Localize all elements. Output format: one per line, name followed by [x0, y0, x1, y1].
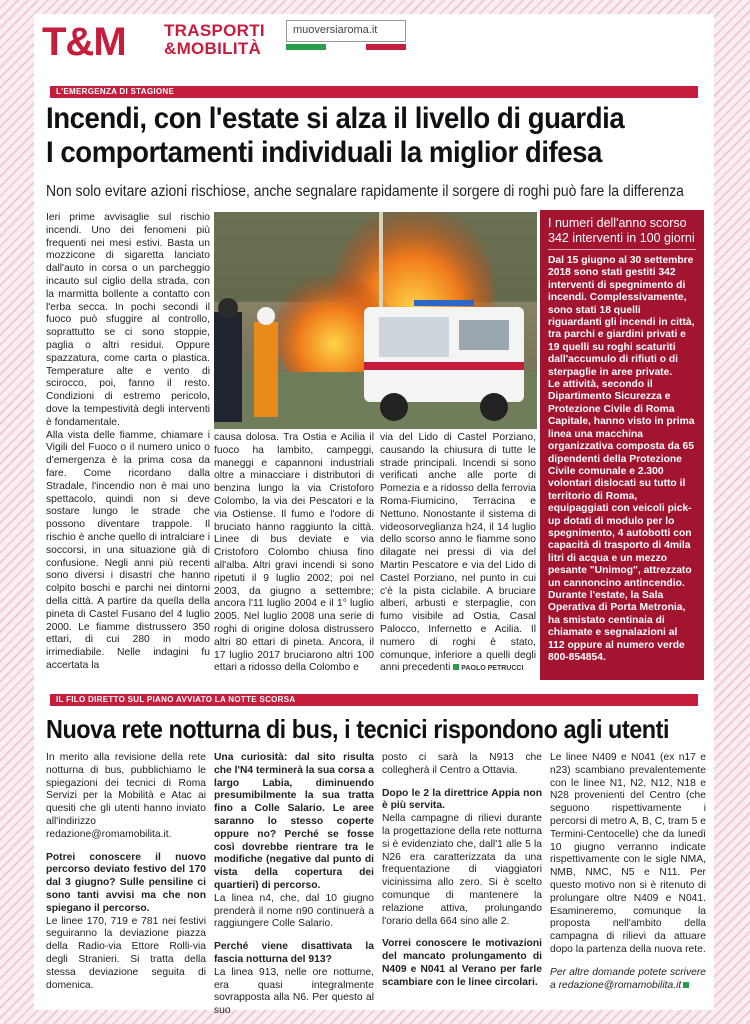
photo-credit-text: PAOLO PETRUCCI: [461, 665, 524, 673]
article1-column2: [214, 432, 374, 675]
article2-column4: [550, 752, 706, 992]
paragraph: Le attività, secondo il Dipartimento Sicurezza e Protezione Civile di Roma Capitale, hanno visto in prima linea una macchina organizzativa composta da 65 dipendenti della Protezione Civile comunale e 2.300 volontari dislocati su tutto il territorio di Roma, equipaggiati con veicoli pick-up dotati di modulo per lo spegnimento, 4 autobotti con capacità di trasporto di 4mila litri di acqua e un mezzo pesante "Unimog", attrezzato un cannoncino antincendio. Durante l'estate, la Sala Operativa di Porta Metronia, ha smistato centinaia di chiamate e segnalazioni al 112 oppure al numero verde 800-854854.: [548, 379, 695, 663]
headline-night-bus: Nuova rete notturna di bus, i tecnici rispondono agli utenti: [46, 714, 670, 744]
sidebar-title: [548, 216, 696, 250]
paragraph: Dal 15 giugno al 30 settembre 2018 sono stati gestiti 342 interventi di spegnimento di incendi. Complessivamente, sono stati 18 quelli riguardanti gli incendi in città, tra parchi e giardini privati e 19 quelli su roghi scaturiti dall'accumulo di rifiuti o di sterpaglie in aree private.: [548, 255, 695, 378]
paragraph: Ieri prime avvisaglie sul rischio incendi. Uno dei fenomeni più frequenti nei mesi estivi. Basta un mozzicone di sigaretta lanciato dall'auto in corsa o un parcheggio incauto sul ciglio della strada, con la marmitta bollente a contatto con l'erba secca. In pochi secondi il fuoco può sfuggire al controllo, soprattutto se ci sono stoppie, paglia o altri residui. Oppure spazzatura, come carta o plastica. Temperature alte e vento di scirocco, poi, fanno il resto. Condizioni di estremo pericolo, dove la tempestività degli interventi è fondamentale.: [46, 212, 210, 428]
newspaper-page: [34, 14, 714, 1017]
kicker-night-bus: IL FILO DIRETTO SUL PIANO AVVIATO LA NOTTE SCORSA: [50, 694, 698, 706]
paragraph: causa dolosa. Tra Ostia e Acilia il fuoco ha lambito, campeggi, maneggi e capannoni industriali oltre a minacciare i distributori di benzina lungo la via Cristoforo Colombo, la via dei Pescatori e la via Ostiense. Il fumo e l'odore di bruciato hanno raggiunto la città. Linee di bus deviate e via Cristoforo Colombo chiusa fino all'alba. Altri gravi incendi si sono ripetuti il 9 luglio 2002; poi nel 2003, da giugno a settembre; ancora l'11 luglio 2004 e il 1° luglio 2005. Nel luglio 2008 una serie di roghi di origine dolosa distrussero altri 80 ettari di pineta. Ancora, il 17 luglio 2017 bruciarono altri 100 ettari a ridosso della Colombo e: [214, 432, 374, 674]
subheadline: Non solo evitare azioni rischiose, anche segnalare rapidamente il sorgere di roghi può fare la differenza: [46, 183, 684, 200]
italian-flag-stripe: [286, 44, 406, 50]
kicker-emergency: L'EMERGENZA DI STAGIONE: [50, 86, 698, 98]
contact-text: Per altre domande potete scrivere a redazione@romamobilita.it: [550, 966, 706, 991]
sidebar-title-line2: 342 interventi in 100 giorni: [548, 231, 695, 245]
question: Vorrei conoscere le motivazioni del mancato prolungamento di N409 e N041 al Verano per farle scambiare con le linee circolari.: [382, 938, 542, 988]
photo-credit: [453, 665, 523, 672]
fire-photo: [214, 212, 537, 429]
answer: Nella campagne di rilievi durante la progettazione della rete notturna si è evidenziato che, dall'1 alle 5 la N26 era caratterizzata da una frequentazione di viaggiatori vicinissima allo zero. Si è scelto comunque di mantenere la relazione attiva, prolungando l'orario della 664 sino alle 2.: [382, 813, 542, 927]
square-icon: [683, 982, 689, 988]
brand-line2: &MOBILITÀ: [164, 39, 262, 58]
question: Dopo le 2 la direttrice Appia non è più servita.: [382, 787, 542, 812]
headline-line1: Incendi, con l'estate si alza il livello di guardia: [46, 102, 625, 135]
masthead: [34, 14, 714, 80]
brand-name: [164, 22, 265, 58]
site-link[interactable]: muoversiaroma.it: [286, 20, 406, 42]
sidebar-title-line1: I numeri dell'anno scorso: [548, 216, 687, 230]
question: Una curiosità: dal sito risulta che l'N4 terminerà la sua corsa a largo Labia, diminuendo presumibilmente la sua tratta fino a Colle Salario. Le aree saranno lo stesso coperte oppure no? Perché se fosse così dovrebbe rientrare tra le modifiche (negative dal punto di vista della copertura dei quartieri) di percorso.: [214, 752, 374, 891]
question: Perché viene disattivata la fascia notturna del 913?: [214, 941, 374, 965]
brand-line1: TRASPORTI: [164, 21, 265, 40]
paragraph: [380, 432, 536, 676]
headline-line2: I comportamenti individuali la miglior difesa: [46, 136, 602, 169]
headline-fires: [46, 102, 653, 170]
paragraph: In merito alla revisione della rete notturna di bus, pubblichiamo le spiegazioni dei tecnici di Roma Servizi per la Mobilità e Atac ai quesiti che gli utenti hanno inviato all'indirizzo redazione@romamobilita.it.: [46, 752, 206, 840]
article2-column3: [382, 752, 542, 990]
answer: La linea 913, nelle ore notturne, era quasi integralmente sovrapposta alla N6. Per questo al suo: [214, 966, 374, 1017]
paragraph: Alla vista delle fiamme, chiamare i Vigili del Fuoco o il numero unico o d'emergenza è la prima cosa da fare. Come ricordano dalla Stradale, l'incendio non è mai uno spettacolo, quindi non si deve sostare lungo le strade che possono diventare trappole. Il rischio è anche quello di intralciare i soccorsi, in una situazione già di confusione. Negli anni più recenti sono diversi i disastri che hanno colpito boschi e parchi nei dintorni della città. A partire da quella della pineta di Castel Fusano del 4 luglio 2000. Le fiamme distrussero 350 ettari, di cui 280 in modo irrimediabile. Nelle indagini fu accertata la: [46, 429, 210, 671]
article1-column3: [380, 432, 536, 676]
contact-note: [550, 967, 706, 993]
stats-sidebar: [540, 210, 704, 680]
article1-column1: [46, 212, 210, 673]
question: Potrei conoscere il nuovo percorso deviato festivo del 170 dal 3 giugno? Sulle pensiline ci sono tanti avvisi ma che non spiegano il percorso.: [46, 851, 206, 914]
answer: Le linee 170, 719 e 781 nei festivi seguiranno la deviazione piazza della Radio-via Ettore Rolli-via degli Stranieri. Si tratta della stessa deviazione seguita di domenica.: [46, 915, 206, 991]
article2-column1: [46, 752, 206, 992]
article2-column2: [214, 752, 374, 1018]
logo: T&M: [42, 20, 126, 64]
answer: posto ci sarà la N913 che collegherà il Centro a Ottavia.: [382, 752, 542, 776]
answer: Le linee N409 e N041 (ex n17 e n23) scambiano prevalentemente con le linee N1, N2, N12, N18 e N28 provenienti del Centro (che seguono rispettivamente i percorsi di metro A, B, C, tram 5 e Termini-Centocelle) che da lunedì 10 giugno verranno indicate rispettivamente con le sigle NMA, NMB, NMC, N5 e N11. Per questo motivo non si è ritenuto di prolungare oltre N409 e N041. Esamineremo, comunque la proposta nell'ambito della campagna di rilievi da attuare dopo la partenza della nuova rete.: [550, 752, 706, 955]
answer: La linea n4, che, dal 10 giugno prenderà il nome n90 continuerà a raggiungere Colle Salario.: [214, 892, 374, 930]
square-icon: [453, 664, 459, 670]
sidebar-body: [548, 255, 696, 664]
paragraph-text: via del Lido di Castel Porziano, causando la chiusura di tutte le strade principali. Incendi si sono verificati anche alle porte di Pomezia e a ridosso della ferrovia Roma-Fiumicino, Terracina e Nettuno. Nonostante il sistema di videosorveglianza h24, il 14 luglio dello scorso anno le fiamme sono dilagate nei pressi di via del Martin Pescatore e via del Lido di Castel Porziano, nel punto in cui c'è la pista ciclabile. A bruciare alberi, arbusti e sterpaglie, con fumo visibile ad Ostia, Casal Palocco, Infernetto e Acilia. Il numero di roghi è stato, comunque, inferiore a quelli degli anni precedenti: [380, 432, 536, 674]
